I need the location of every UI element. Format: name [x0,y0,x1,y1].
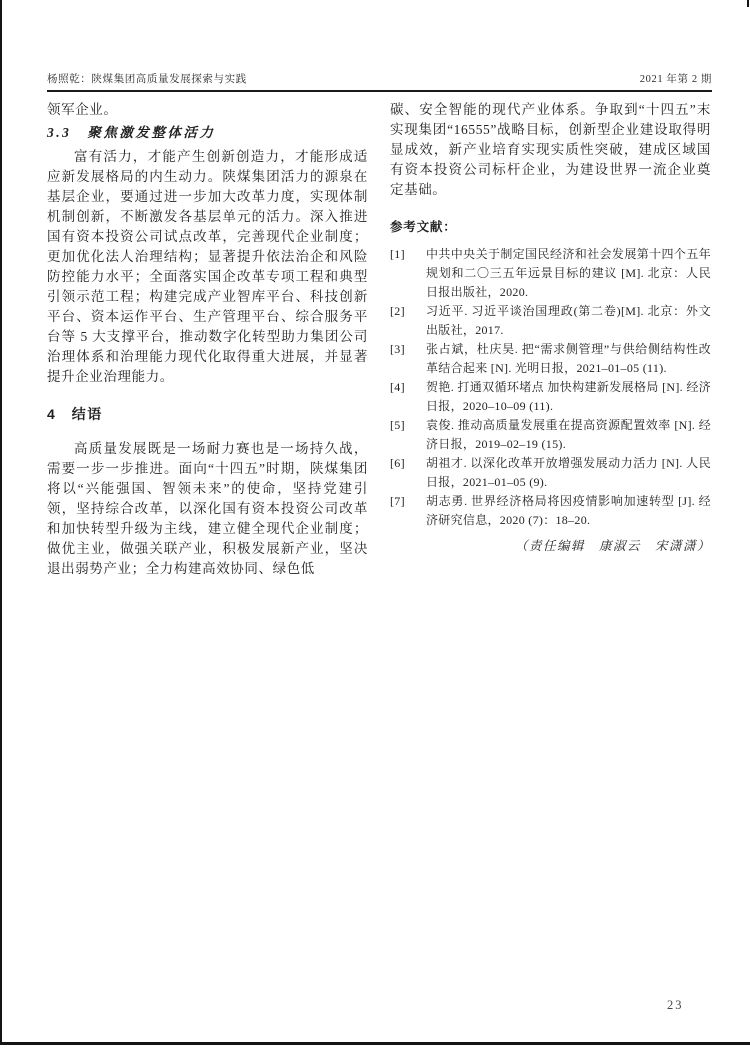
left-column [47,100,368,579]
section-3-3-paragraph: 富有活力，才能产生创新创造力，才能形成适应新发展格局的内生动力。陕煤集团活力的源泉在基层企业，要通过进一步加大改革力度，实现体制机制创新，不断激发各基层单元的活力。深入推进国有资本投资公司试点改革，完善现代企业制度；更加优化法人治理结构；显著提升依法治企和风险防控能力水平；全面落实国企改革专项工程和典型引领示范工程；构建完成产业智库平台、科技创新平台、资本运作平台、生产管理平台、综合服务平台等 5 大支撑平台，推动数字化转型助力集团公司治理体系和治理能力现代化取得重大进展，并显著提升企业治理能力。 [47,149,368,384]
reference-text: 胡祖才. 以深化改革开放增强发展动力活力 [N]. 人民日报，2021–01–05 (9). [426,456,711,489]
two-column-content [47,100,712,579]
reference-item [390,302,711,340]
carryover-paragraph: 领军企业。 [47,102,118,117]
header-divider [47,90,712,92]
reference-item [390,416,711,454]
reference-number: [1] [390,247,405,261]
scan-border-top-right-tick [747,0,749,7]
reference-text: 中共中央关于制定国民经济和社会发展第十四个五年规划和二〇三五年远景目标的建议 [M]. 北京：人民日报出版社，2020. [426,247,711,299]
references-heading: 参考文献： [390,220,457,234]
reference-number: [2] [390,304,405,318]
reference-number: [7] [390,494,405,508]
section-4-paragraph: 高质量发展既是一场耐力赛也是一场持久战，需要一步一步推进。面向“十四五”时期，陕煤集团将以“兴能强国、智领未来”的使命，坚持党建引领，坚持综合改革，以深化国有资本投资公司改革和加快转型升级为主线，建立健全现代企业制度；做优主业，做强关联产业，积极发展新产业，坚决退出弱势产业；全力构建高效协同、绿色低 [47,441,368,576]
reference-number: [5] [390,418,405,432]
reference-text: 胡志勇. 世界经济格局将因疫情影响加速转型 [J]. 经济研究信息，2020 (7)：18–20. [426,494,711,527]
continuation-paragraph: 碳、安全智能的现代产业体系。争取到“十四五”末实现集团“16555”战略目标，创新型企业建设取得明显成效，新产业培育实现实质性突破，建成区域国有资本投资公司标杆企业，为建设世界一流企业奠定基础。 [390,102,711,197]
issue-label: 2021 年第 2 期 [639,74,712,85]
reference-text: 张占斌，杜庆昊. 把“需求侧管理”与供给侧结构性改革结合起来 [N]. 光明日报，2021–01–05 (11). [426,342,711,375]
responsible-editor-note: （责任编辑 康淑云 宋潇潇） [514,539,711,553]
reference-text: 习近平. 习近平谈治国理政(第二卷)[M]. 北京：外文出版社，2017. [426,304,711,337]
running-title: 杨照乾：陕煤集团高质量发展探索与实践 [47,74,247,85]
section-3-3-heading: 3.3 聚焦激发整体活力 [47,125,216,140]
reference-number: [6] [390,456,405,470]
reference-item [390,340,711,378]
reference-item [390,454,711,492]
reference-item [390,245,711,302]
reference-number: [4] [390,380,405,394]
reference-number: [3] [390,342,405,356]
page-number: 23 [667,998,684,1012]
scan-border-bottom [0,1042,750,1045]
reference-text: 贺艳. 打通双循环堵点 加快构建新发展格局 [N]. 经济日报，2020–10–09 (11). [426,380,711,413]
scan-border-left [0,0,2,1045]
reference-item [390,492,711,530]
reference-item [390,378,711,416]
section-4-heading: 4 结语 [47,406,103,422]
page-header [47,71,712,86]
right-column [390,100,711,579]
reference-text: 袁俊. 推动高质量发展重在提高资源配置效率 [N]. 经济日报，2019–02–19 (15). [426,418,711,451]
